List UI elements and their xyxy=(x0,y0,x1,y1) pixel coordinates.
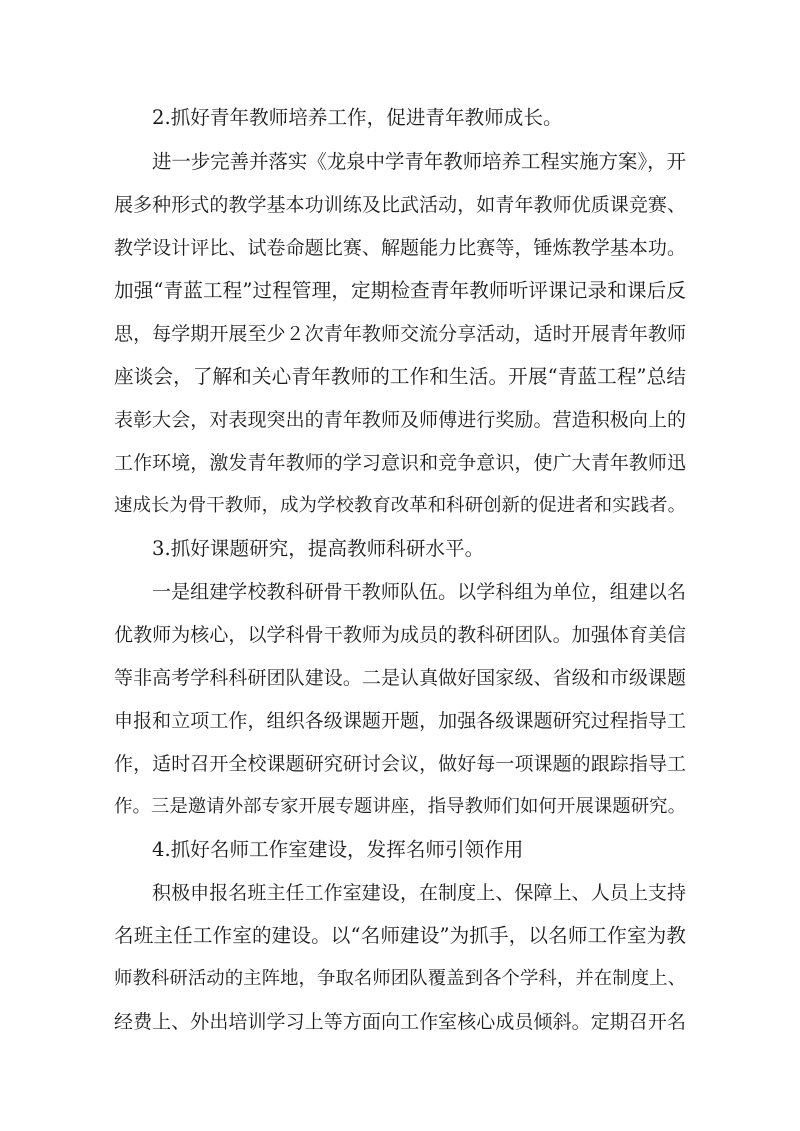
paragraph-line: 师教科研活动的主阵地，争取名师团队覆盖到各个学科，并在制度上、 xyxy=(114,968,686,989)
heading-3: 3.抓好课题研究，提高教师科研水平。 xyxy=(152,537,485,560)
paragraph-line: 进一步完善并落实《龙泉中学青年教师培养工程实施方案》，开 xyxy=(152,150,686,173)
paragraph-line: 速成长为骨干教师，成为学校教育改革和科研创新的促进者和实践者。 xyxy=(114,495,686,516)
paragraph-line: 座谈会，了解和关心青年教师的工作和生活。开展“青蓝工程”总结 xyxy=(114,365,686,388)
paragraph-line: 申报和立项工作，组织各级课题开题，加强各级课题研究过程指导工 xyxy=(114,710,686,732)
paragraph-line: 加强“青蓝工程”过程管理，定期检查青年教师听评课记录和课后反 xyxy=(114,279,686,302)
paragraph-line: 表彰大会，对表现突出的青年教师及师傅进行奖励。营造积极向上的 xyxy=(114,409,686,431)
heading-2: 2.抓好青年教师培养工作，促进青年教师成长。 xyxy=(152,106,563,129)
paragraph-line: 一是组建学校教科研骨干教师队伍。以学科组为单位，组建以名 xyxy=(152,581,686,603)
paragraph-line: 积极申报名班主任工作室建设，在制度上、保障上、人员上支持 xyxy=(152,882,686,904)
paragraph-line: 作，适时召开全校课题研究研讨会议，做好每一项课题的跟踪指导工 xyxy=(114,753,686,775)
paragraph-line: 工作环境，激发青年教师的学习意识和竞争意识，使广大青年教师迅 xyxy=(114,452,686,474)
paragraph-line: 思，每学期开展至少２次青年教师交流分享活动，适时开展青年教师 xyxy=(114,323,686,345)
paragraph-line: 经费上、外出培训学习上等方面向工作室核心成员倾斜。定期召开名 xyxy=(114,1011,686,1033)
paragraph-line: 作。三是邀请外部专家开展专题讲座，指导教师们如何开展课题研究。 xyxy=(114,796,686,817)
paragraph-line: 等非高考学科科研团队建设。二是认真做好国家级、省级和市级课题 xyxy=(114,667,686,689)
paragraph-line: 教学设计评比、试卷命题比赛、解题能力比赛等，锤炼教学基本功。 xyxy=(114,237,686,259)
paragraph-line: 名班主任工作室的建设。以“名师建设”为抓手，以名师工作室为教 xyxy=(114,924,686,947)
paragraph-line: 优教师为核心，以学科骨干教师为成员的教科研团队。加强体育美信 xyxy=(114,624,686,646)
heading-4: 4.抓好名师工作室建设，发挥名师引领作用 xyxy=(152,838,524,861)
paragraph-line: 展多种形式的教学基本功训练及比武活动，如青年教师优质课竞赛、 xyxy=(114,194,686,216)
